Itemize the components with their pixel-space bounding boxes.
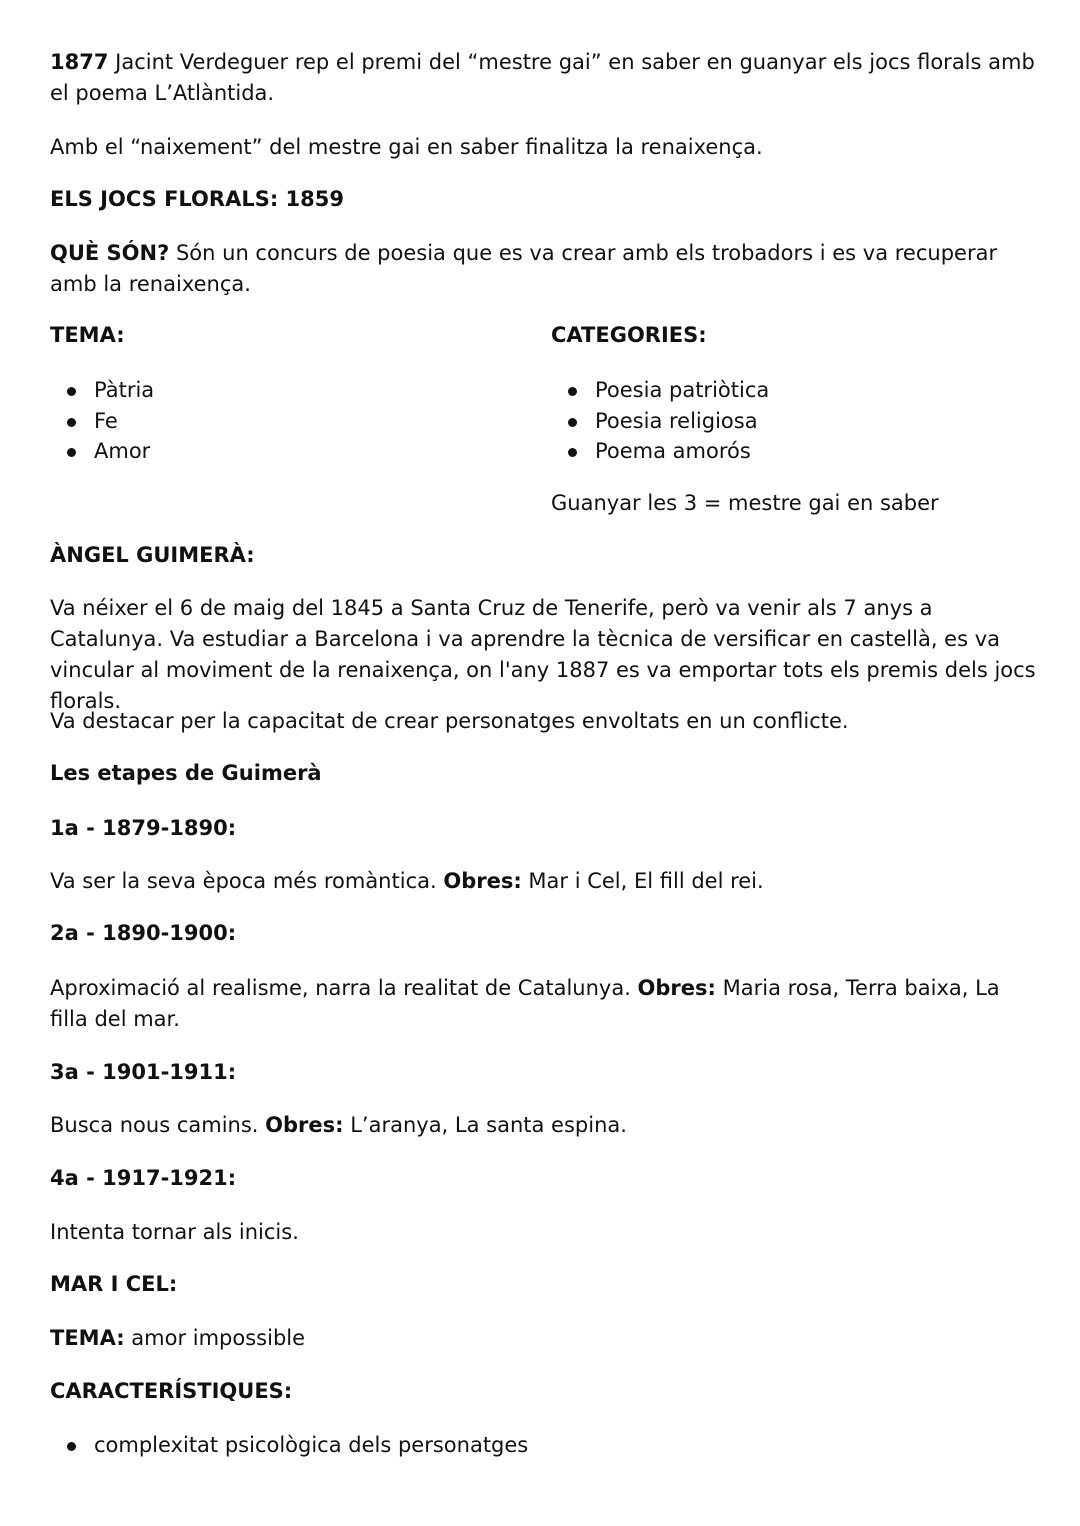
- list-item: Pàtria: [50, 375, 550, 406]
- etapa-4-heading: 4a - 1917-1921:: [50, 1166, 237, 1190]
- categories-note: Guanyar les 3 = mestre gai en saber: [551, 490, 939, 515]
- tema-label: TEMA:: [50, 1326, 125, 1350]
- obres-list: Mar i Cel, El fill del rei.: [521, 869, 764, 893]
- list-item: Poesia patriòtica: [551, 375, 1051, 406]
- guimera-destacar: Va destacar per la capacitat de crear personatges envoltats en un conflicte.: [50, 709, 849, 733]
- mar-i-cel-tema: [50, 1323, 1040, 1354]
- jocs-florals-heading: ELS JOCS FLORALS: 1859: [50, 187, 344, 211]
- list-item: Amor: [50, 436, 550, 467]
- caracteristiques-heading: CARACTERÍSTIQUES:: [50, 1379, 293, 1403]
- tema-list: [50, 375, 550, 467]
- etapa-text: Busca nous camins.: [50, 1113, 266, 1137]
- que-son-label: QUÈ SÓN?: [50, 241, 170, 265]
- etapa-2-heading: 2a - 1890-1900:: [50, 921, 237, 945]
- que-son-paragraph: [50, 238, 1040, 300]
- obres-label: Obres:: [443, 869, 522, 893]
- etapes-heading: Les etapes de Guimerà: [50, 761, 322, 785]
- tema-heading: TEMA:: [50, 323, 125, 347]
- obres-label: Obres:: [637, 976, 716, 1000]
- caracteristiques-list: [50, 1430, 1040, 1461]
- guimera-heading: ÀNGEL GUIMERÀ:: [50, 543, 255, 567]
- tema-text: amor impossible: [124, 1326, 306, 1350]
- paragraph-naixement: Amb el “naixement” del mestre gai en saber finalitza la renaixença.: [50, 135, 763, 159]
- list-item: complexitat psicològica dels personatges: [50, 1430, 1040, 1461]
- year-1877: 1877: [50, 50, 109, 74]
- list-item: Poesia religiosa: [551, 406, 1051, 437]
- que-son-text: Són un concurs de poesia que es va crear amb els trobadors i es va recuperar amb la renaixença.: [50, 241, 998, 296]
- obres-list: Maria rosa, Terra baixa, La filla del mar.: [50, 976, 1000, 1031]
- list-item: Fe: [50, 406, 550, 437]
- tema-column: [50, 320, 550, 467]
- obres-list: L’aranya, La santa espina.: [343, 1113, 627, 1137]
- list-item: Poema amorós: [551, 436, 1051, 467]
- etapa-2-text: [50, 973, 1040, 1035]
- etapa-3-heading: 3a - 1901-1911:: [50, 1060, 237, 1084]
- etapa-text: Va ser la seva època més romàntica.: [50, 869, 444, 893]
- categories-heading: CATEGORIES:: [551, 323, 707, 347]
- etapa-1-heading: 1a - 1879-1890:: [50, 816, 237, 840]
- paragraph-1877-text: Jacint Verdeguer rep el premi del “mestre gai” en saber en guanyar els jocs florals amb el poema L’Atlàntida.: [50, 50, 1035, 105]
- etapa-text: Aproximació al realisme, narra la realitat de Catalunya.: [50, 976, 638, 1000]
- etapa-1-text: [50, 866, 1040, 897]
- etapa-3-text: [50, 1110, 1040, 1141]
- categories-column: [551, 320, 1051, 519]
- mar-i-cel-heading: MAR I CEL:: [50, 1272, 178, 1296]
- etapa-4-text: Intenta tornar als inicis.: [50, 1220, 299, 1244]
- categories-list: [551, 375, 1051, 467]
- paragraph-1877: [50, 47, 1040, 109]
- obres-label: Obres:: [265, 1113, 344, 1137]
- guimera-bio: Va néixer el 6 de maig del 1845 a Santa Cruz de Tenerife, però va venir als 7 anys a Catalunya. Va estudiar a Barcelona i va aprendre la tècnica de versificar en castellà, es va vincular al moviment de la renaixença, on l'any 1887 es va emportar tots els premis dels jocs florals.: [50, 596, 1036, 713]
